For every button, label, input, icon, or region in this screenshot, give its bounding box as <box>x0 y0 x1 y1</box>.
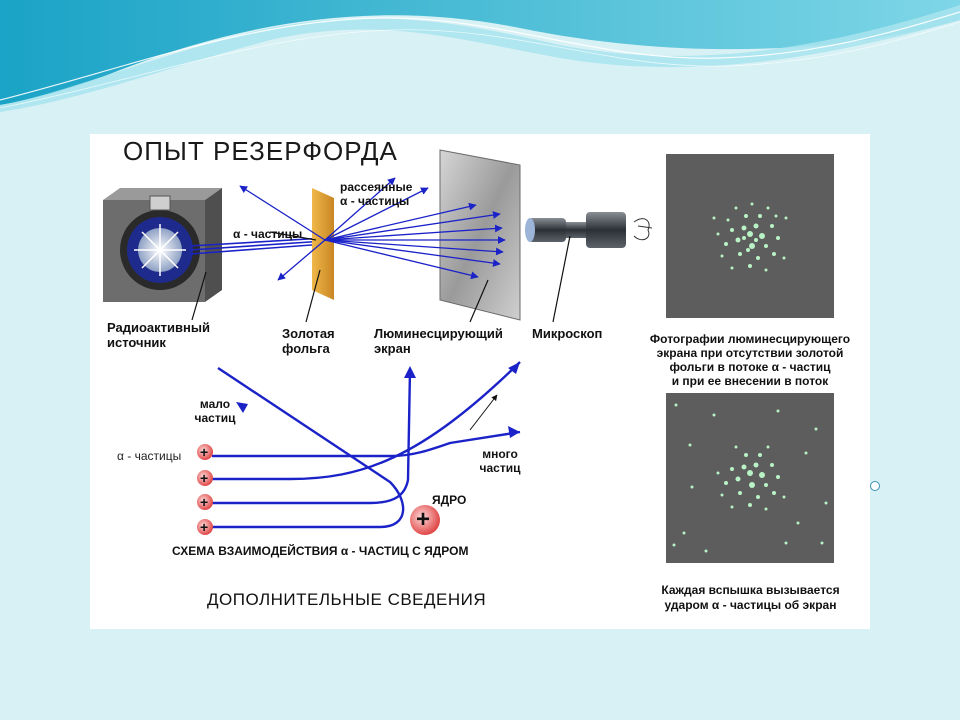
particle-sign: + <box>200 519 209 535</box>
additional-info-link[interactable]: ДОПОЛНИТЕЛЬНЫЕ СВЕДЕНИЯ <box>207 590 487 609</box>
microscope-label: Микроскоп <box>532 326 603 341</box>
particle-sign: + <box>200 470 209 486</box>
slide-title: ОПЫТ РЕЗЕРФОРДА <box>123 136 398 166</box>
photo-caption-top: Фотографии люминесцирующего экрана при отсутствии золотой фольги в потоке α - частиц и при ее внесении в поток <box>649 332 851 388</box>
screen-photo-with-foil <box>666 393 834 563</box>
few-particles-label: мало частиц <box>194 397 236 425</box>
photo-caption-bottom: Каждая вспышка вызывается ударом α - частицы об экран <box>661 583 840 612</box>
many-particles-label: много частиц <box>479 447 521 475</box>
alpha-particles-label: α - частицы <box>233 227 303 241</box>
flash-cluster <box>666 154 834 318</box>
particle-sign: + <box>200 444 209 460</box>
scattered-alpha-label: рассеянные α - частицы <box>340 180 413 208</box>
screen-label: Люминесцирующий экран <box>374 326 503 356</box>
nucleus-label: ЯДРО <box>432 493 467 507</box>
screen-photo-without-foil <box>666 154 834 318</box>
nucleus-sign: + <box>416 506 431 533</box>
flash-cluster <box>666 393 834 563</box>
particle-sign: + <box>200 494 209 510</box>
scheme-alpha-label: α - частицы <box>117 449 182 463</box>
gold-foil-label: Золотая фольга <box>282 326 335 356</box>
slide-marker-dot <box>870 481 880 491</box>
radioactive-source-label: Радиоактивный источник <box>107 320 210 350</box>
scheme-caption: СХЕМА ВЗАИМОДЕЙСТВИЯ α - ЧАСТИЦ С ЯДРОМ <box>172 544 469 558</box>
